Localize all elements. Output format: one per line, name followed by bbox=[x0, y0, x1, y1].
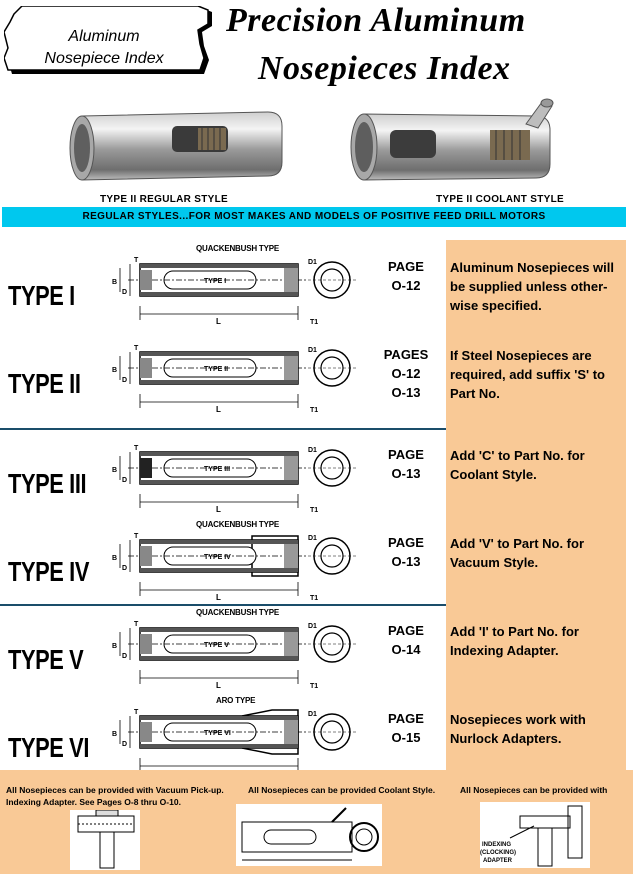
drawing-caption: ARO TYPE bbox=[216, 696, 256, 705]
notes-panel bbox=[446, 240, 626, 770]
drawing-label: TYPE II bbox=[204, 366, 229, 373]
page-reference-line: O-12 bbox=[391, 278, 421, 293]
page-reference-line: O-15 bbox=[391, 730, 421, 745]
dim-b: B bbox=[112, 731, 118, 738]
divider bbox=[0, 428, 446, 430]
dim-l: L bbox=[216, 405, 221, 414]
type-label: TYPE I bbox=[8, 280, 75, 311]
drawing-caption: QUACKENBUSH TYPE bbox=[196, 244, 280, 253]
technical-drawing bbox=[112, 342, 362, 416]
dim-d: D bbox=[122, 653, 128, 660]
dim-d: D bbox=[122, 377, 128, 384]
drawing-label: TYPE VI bbox=[204, 730, 231, 737]
dim-t1: T1 bbox=[310, 319, 319, 326]
index-tab bbox=[4, 6, 214, 78]
type-note: Nosepieces work with Nurlock Adapters. bbox=[450, 712, 586, 746]
dim-d1: D1 bbox=[308, 711, 317, 718]
dim-l: L bbox=[216, 593, 221, 602]
page-reference-line: O-12 bbox=[391, 366, 421, 381]
photo-caption-coolant: TYPE II COOLANT STYLE bbox=[436, 194, 564, 205]
page-reference bbox=[376, 257, 436, 295]
footer-vacuum-line-2: Indexing Adapter. See Pages O-8 thru O-10. bbox=[6, 797, 181, 807]
page-title-line-2: Nosepieces Index bbox=[258, 50, 511, 87]
photo-coolant-style bbox=[346, 94, 568, 186]
dim-d1: D1 bbox=[308, 535, 317, 542]
dim-d: D bbox=[122, 477, 128, 484]
drawing-label: TYPE IV bbox=[204, 554, 231, 561]
drawing-label: TYPE V bbox=[204, 642, 229, 649]
page-title-line-1: Precision Aluminum bbox=[226, 2, 526, 39]
type-label: TYPE VI bbox=[8, 732, 90, 763]
technical-drawing bbox=[112, 618, 362, 692]
page-reference bbox=[376, 621, 436, 659]
dim-t: T bbox=[134, 345, 139, 352]
technical-drawing bbox=[112, 706, 362, 780]
photo-caption-regular: TYPE II REGULAR STYLE bbox=[100, 194, 228, 205]
dim-t1: T1 bbox=[310, 595, 319, 602]
dim-t1: T1 bbox=[310, 507, 319, 514]
dim-t: T bbox=[134, 709, 139, 716]
footer-vacuum-text bbox=[6, 784, 246, 808]
indexing-label-3: ADAPTER bbox=[483, 858, 513, 864]
dim-b: B bbox=[112, 555, 118, 562]
type-note: Add 'V' to Part No. for Vacuum Style. bbox=[450, 536, 585, 570]
page-reference-line: PAGE bbox=[388, 447, 424, 462]
technical-drawing bbox=[112, 442, 362, 516]
page-reference-line: PAGE bbox=[388, 535, 424, 550]
technical-drawing bbox=[112, 530, 362, 604]
dim-l: L bbox=[216, 505, 221, 514]
type-label: TYPE V bbox=[8, 644, 84, 675]
drawing-label: TYPE I bbox=[204, 278, 227, 285]
dim-d1: D1 bbox=[308, 347, 317, 354]
dim-d: D bbox=[122, 565, 128, 572]
page-reference-line: O-13 bbox=[391, 554, 421, 569]
dim-t: T bbox=[134, 621, 139, 628]
dim-t: T bbox=[134, 257, 139, 264]
page-reference-line: O-13 bbox=[391, 466, 421, 481]
dim-b: B bbox=[112, 367, 118, 374]
page-reference-line: PAGE bbox=[388, 623, 424, 638]
dim-b: B bbox=[112, 467, 118, 474]
drawing-label: TYPE III bbox=[204, 466, 231, 473]
dim-d: D bbox=[122, 289, 128, 296]
indexing-label-1: INDEXING bbox=[482, 842, 512, 848]
type-note: Add 'I' to Part No. for Indexing Adapter. bbox=[450, 624, 579, 658]
page-reference bbox=[376, 709, 436, 747]
page-reference-line: PAGE bbox=[388, 259, 424, 274]
type-label: TYPE III bbox=[8, 468, 87, 499]
indexing-label-2: (CLOCKING) bbox=[480, 850, 516, 856]
photo-regular-style bbox=[68, 106, 288, 186]
dim-l: L bbox=[216, 681, 221, 690]
vacuum-pickup-drawing bbox=[70, 810, 140, 870]
dim-t: T bbox=[134, 533, 139, 540]
page-reference-line: PAGES bbox=[383, 347, 429, 362]
dim-l: L bbox=[216, 317, 221, 326]
footer-indexing-text: All Nosepieces can be provided with bbox=[460, 785, 608, 795]
tab-line-2: Nosepiece Index bbox=[44, 50, 164, 67]
banner bbox=[2, 207, 626, 227]
drawing-caption: QUACKENBUSH TYPE bbox=[196, 608, 280, 617]
indexing-adapter-drawing bbox=[480, 802, 590, 868]
dim-t: T bbox=[134, 445, 139, 452]
dim-t1: T1 bbox=[310, 407, 319, 414]
footer-coolant-text: All Nosepieces can be provided Coolant Style. bbox=[248, 785, 436, 795]
page-reference bbox=[376, 345, 436, 402]
tab-line-1: Aluminum bbox=[68, 28, 140, 45]
footer-vacuum-line-1: All Nosepieces can be provided with Vacuum Pick-up. bbox=[6, 785, 224, 795]
dim-d: D bbox=[122, 741, 128, 748]
dim-d1: D1 bbox=[308, 259, 317, 266]
page-reference bbox=[376, 533, 436, 571]
type-label: TYPE II bbox=[8, 368, 81, 399]
dim-d1: D1 bbox=[308, 447, 317, 454]
dim-d1: D1 bbox=[308, 623, 317, 630]
technical-drawing bbox=[112, 254, 362, 328]
type-note: If Steel Nosepieces are required, add suffix 'S' to Part No. bbox=[450, 348, 605, 401]
dim-b: B bbox=[112, 279, 118, 286]
type-note: Add 'C' to Part No. for Coolant Style. bbox=[450, 448, 585, 482]
page-reference-line: O-14 bbox=[391, 642, 421, 657]
page-reference-line: PAGE bbox=[388, 711, 424, 726]
dim-b: B bbox=[112, 643, 118, 650]
dim-t1: T1 bbox=[310, 683, 319, 690]
page-reference-line: O-13 bbox=[391, 385, 421, 400]
drawing-caption: QUACKENBUSH TYPE bbox=[196, 520, 280, 529]
type-label: TYPE IV bbox=[8, 556, 90, 587]
banner-text: REGULAR STYLES...FOR MOST MAKES AND MODELS OF POSITIVE FEED DRILL MOTORS bbox=[82, 211, 546, 222]
divider bbox=[0, 604, 446, 606]
type-note: Aluminum Nosepieces will be supplied unless other-wise specified. bbox=[450, 260, 614, 313]
coolant-style-drawing bbox=[236, 804, 382, 866]
page-reference bbox=[376, 445, 436, 483]
